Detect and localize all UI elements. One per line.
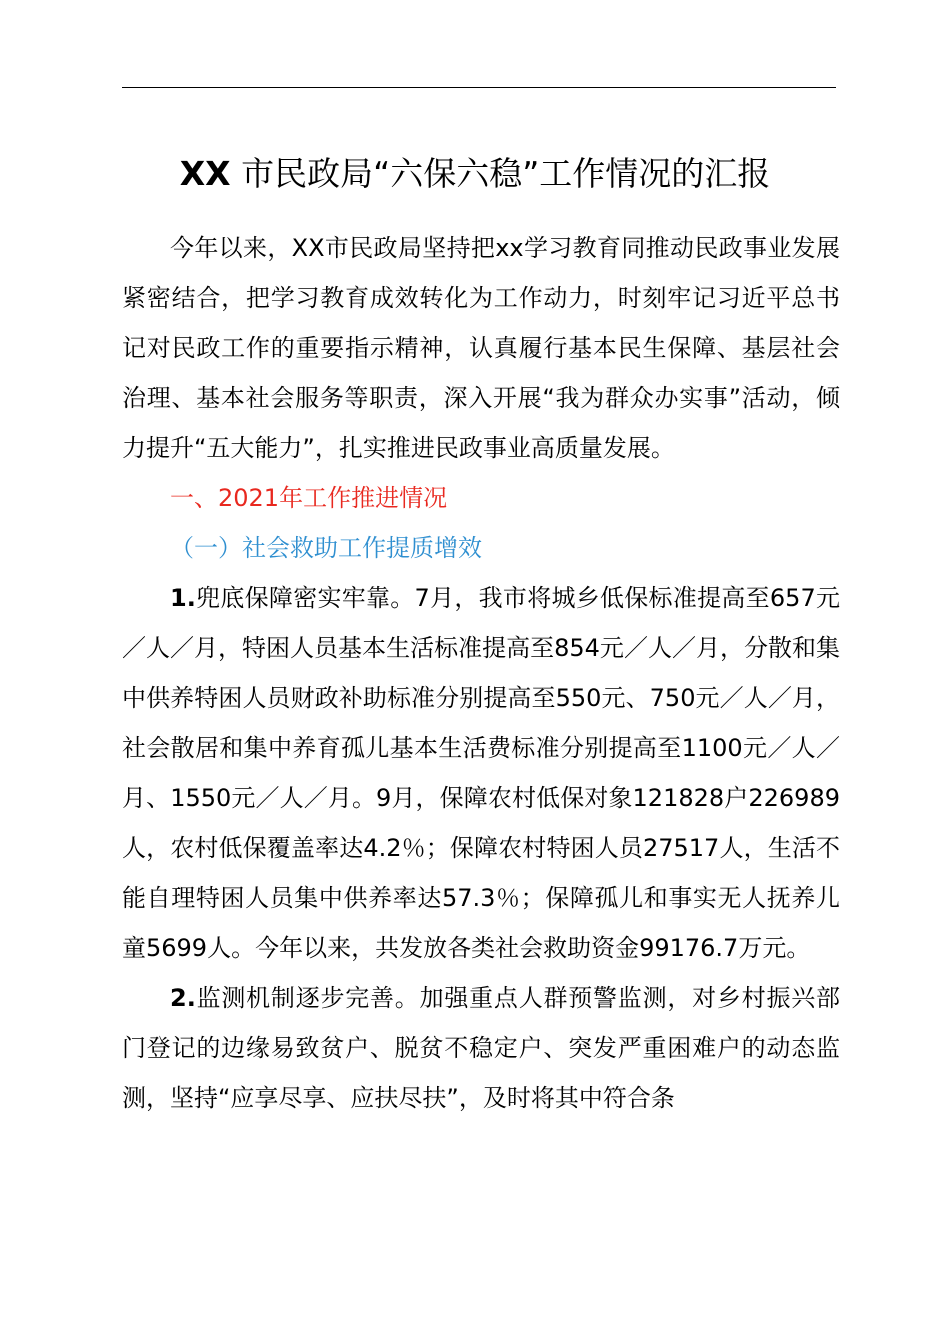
title-text: 市民政局“六保六稳”工作情况的汇报 xyxy=(241,154,771,193)
item-number-1: 1. xyxy=(170,584,196,612)
item-text-2: 监测机制逐步完善。加强重点人群预警监测，对乡村振兴部门登记的边缘易致贫户、脱贫不稳定户、突发严重困难户的动态监测，坚持“应享尽享、应扶尽扶”，及时将其中符合条 xyxy=(122,984,840,1112)
item-paragraph-2 xyxy=(122,973,840,1123)
intro-paragraph: 今年以来，XX市民政局坚持把xx学习教育同推动民政事业发展紧密结合，把学习教育成效转化为工作动力，时刻牢记习近平总书记对民政工作的重要指示精神，认真履行基本民生保障、基层社会治理、基本社会服务等职责，深入开展“我为群众办实事”活动，倾力提升“五大能力”，扎实推进民政事业高质量发展。 xyxy=(122,234,840,462)
subsection-heading: （一）社会救助工作提质增效 xyxy=(170,534,482,562)
document-body xyxy=(122,223,840,1123)
item-number-2: 2. xyxy=(170,984,196,1012)
section-heading: 一、2021年工作推进情况 xyxy=(170,484,448,512)
item-text-1: 兜底保障密实牢靠。7月，我市将城乡低保标准提高至657元／人／月，特困人员基本生活标准提高至854元／人／月，分散和集中供养特困人员财政补助标准分别提高至550元、750元／人／月，社会散居和集中养育孤儿基本生活费标准分别提高至1100元／人／月、1550元／人／月。9月，保障农村低保对象121828户226989人，农村低保覆盖率达4.2％；保障农村特困人员27517人，生活不能自理特困人员集中供养率达57.3％；保障孤儿和事实无人抚养儿童5699人。今年以来，共发放各类社会救助资金99176.7万元。 xyxy=(122,584,840,962)
header-rule xyxy=(122,87,836,88)
document-title xyxy=(0,148,950,200)
item-paragraph-1 xyxy=(122,573,840,973)
title-prefix: XX xyxy=(179,154,231,193)
